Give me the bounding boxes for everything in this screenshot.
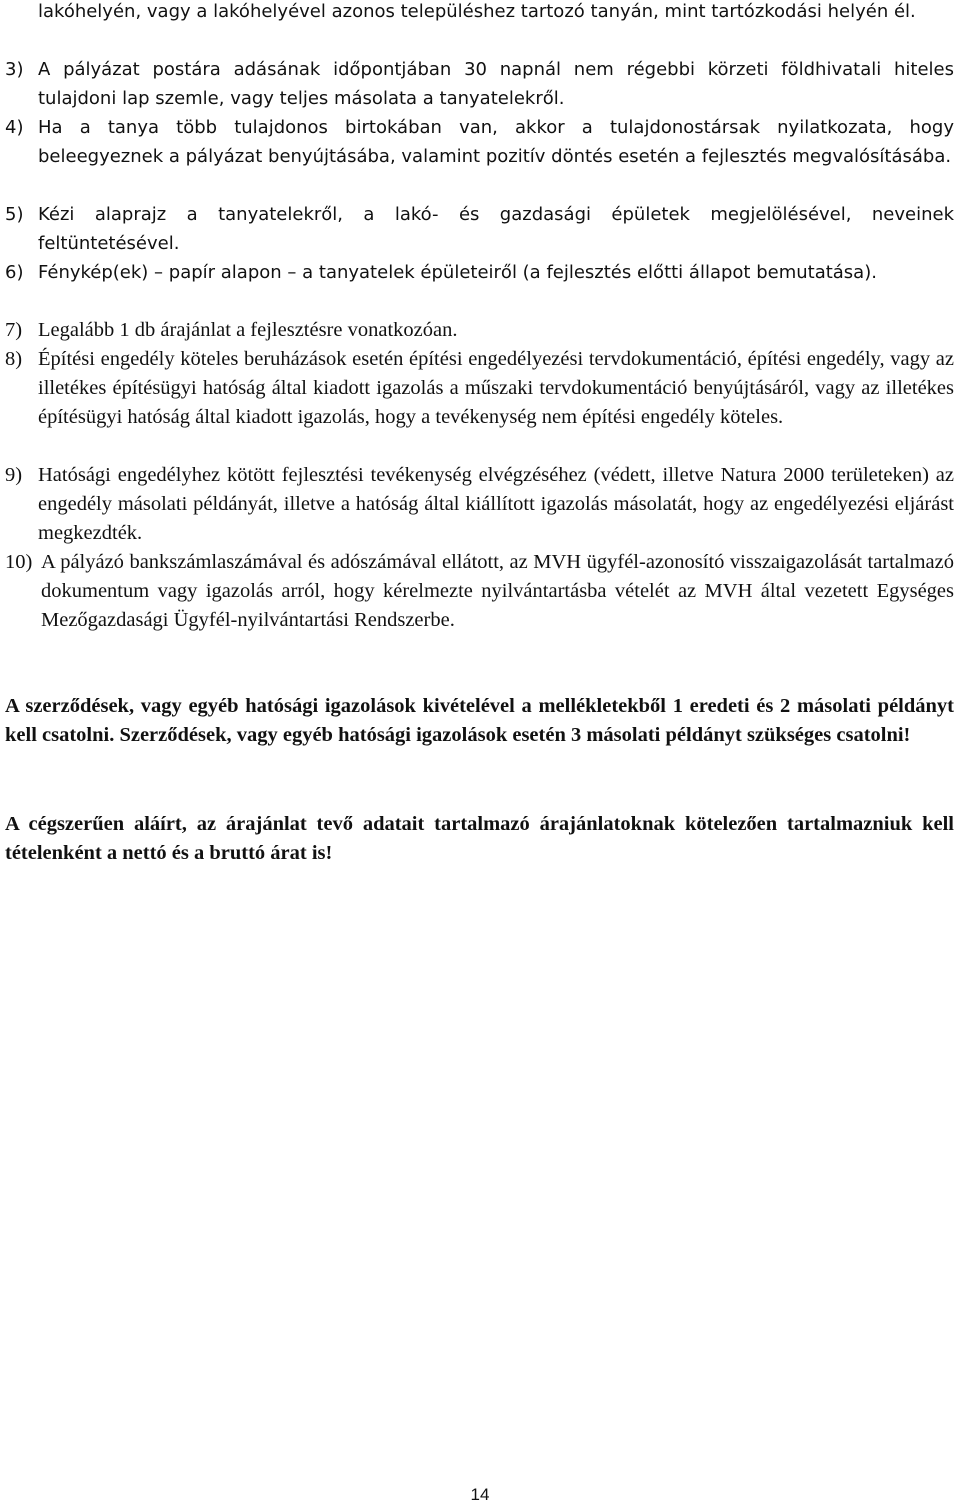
attachment-copies-notice: A szerződések, vagy egyéb hatósági igazolások kivételével a mellékletekből 1 eredeti és 2 másolati példányt kell csatolni. Szerződések, vagy egyéb hatósági igazolások esetén 3 másolati példányt szükséges csatolni! xyxy=(5,695,954,746)
list-item-text: Kézi alaprajz a tanyatelekről, a lakó- és gazdasági épületek megjelölésével, neveinek feltüntetésével. xyxy=(38,204,954,254)
list-item-number: 7) xyxy=(5,319,23,341)
list-item-8 xyxy=(5,345,954,432)
page-number: 14 xyxy=(470,1485,490,1504)
list-item-5 xyxy=(5,200,954,258)
list-item-7 xyxy=(5,316,954,345)
list-item-text: Építési engedély köteles beruházások esetén építési engedélyezési tervdokumentáció, építési engedély, vagy az illetékes építésügyi hatóság által kiadott igazolás a műszaki tervdokumentáció benyújtásáról, vagy az illetékes építésügyi hatóság által kiadott igazolás, hogy a tevékenység nem építési engedély köteles. xyxy=(38,348,954,428)
list-item-number: 4) xyxy=(5,117,24,138)
list-item-10 xyxy=(5,548,954,635)
list-item-number: 3) xyxy=(5,59,24,80)
list-item-6 xyxy=(5,258,954,287)
list-item-number: 8) xyxy=(5,348,23,370)
list-item-number: 10) xyxy=(5,551,33,573)
list-item-number: 5) xyxy=(5,204,24,225)
continuation-paragraph: lakóhelyén, vagy a lakóhelyével azonos településhez tartozó tanyán, mint tartózkodási helyén él. xyxy=(38,1,916,22)
quotation-price-notice: A cégszerűen aláírt, az árajánlat tevő adatait tartalmazó árajánlatoknak kötelezően tartalmazniuk kell tételenként a nettó és a bruttó árat is! xyxy=(5,813,954,864)
list-item-text: Ha a tanya több tulajdonos birtokában van, akkor a tulajdonostársak nyilatkozata, hogy beleegyeznek a pályázat benyújtásába, valamint pozitív döntés esetén a fejlesztés megvalósításába. xyxy=(38,117,954,167)
list-item-number: 6) xyxy=(5,262,24,283)
list-item-4 xyxy=(5,113,954,171)
list-item-text: Hatósági engedélyhez kötött fejlesztési tevékenység elvégzéséhez (védett, illetve Natura 2000 területeken) az engedély másolati példányát, illetve a hatóság által kiállított igazolás másolatát, hogy az engedélyezési eljárást megkezdték. xyxy=(38,464,954,544)
list-item-text: Legalább 1 db árajánlat a fejlesztésre vonatkozóan. xyxy=(38,319,458,341)
list-item-number: 9) xyxy=(5,464,23,486)
list-item-text: Fénykép(ek) – papír alapon – a tanyatelek épületeiről (a fejlesztés előtti állapot bemutatása). xyxy=(38,262,877,283)
list-item-text: A pályázat postára adásának időpontjában 30 napnál nem régebbi körzeti földhivatali hiteles tulajdoni lap szemle, vagy teljes másolata a tanyatelekről. xyxy=(38,59,954,109)
list-item-text: A pályázó bankszámlaszámával és adószámával ellátott, az MVH ügyfél-azonosító visszaigazolását tartalmazó dokumentum vagy igazolás arról, hogy kérelmezte nyilvántartásba vételét az MVH által vezetett Egységes Mezőgazdasági Ügyfél-nyilvántartási Rendszerbe. xyxy=(41,551,954,631)
list-item-3 xyxy=(5,55,954,113)
list-item-9 xyxy=(5,461,954,548)
